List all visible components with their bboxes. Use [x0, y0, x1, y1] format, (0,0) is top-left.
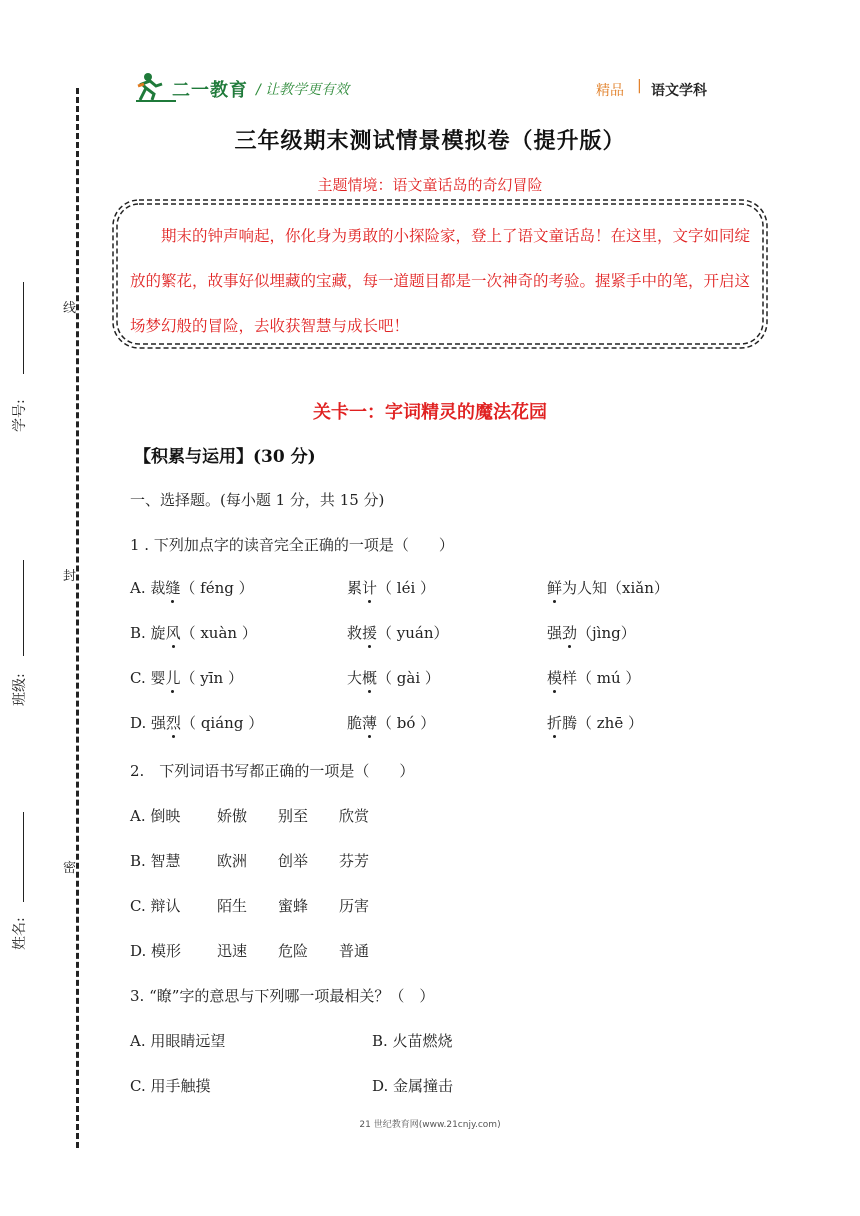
q1-option: [347, 577, 435, 598]
q3-option: D. 金属撞击: [372, 1077, 454, 1095]
q1-option: [130, 622, 257, 643]
q2-option-word: 迅速: [217, 942, 248, 960]
option-text: 强: [547, 624, 563, 642]
name-underline: [23, 812, 24, 902]
q3-option: B. 火苗燃烧: [372, 1032, 453, 1050]
section-title: 【积累与运用】(30 分): [134, 447, 316, 467]
option-text: 脆: [347, 714, 363, 732]
q1-option: [547, 712, 643, 733]
option-pinyin: （ qiáng ）: [181, 714, 264, 732]
q2-option-word: 危险: [278, 942, 309, 960]
binding-char-feng: 封: [63, 565, 76, 584]
q2-option-word: 娇傲: [217, 807, 248, 825]
q1-option: [547, 667, 640, 688]
q2-option-word: 历害: [339, 897, 370, 915]
dotted-character: 概: [362, 669, 378, 687]
option-pinyin: 腾（ zhē ）: [562, 714, 643, 732]
dotted-character: 缝: [165, 579, 181, 597]
option-text: 大: [347, 669, 363, 687]
question-1-stem: 1 . 下列加点字的读音完全正确的一项是（ ）: [130, 536, 454, 554]
q1-option: [547, 577, 669, 598]
dotted-character: 烈: [166, 714, 182, 732]
option-pinyin: 样（ mú ）: [562, 669, 641, 687]
q2-option-word: 创举: [278, 852, 309, 870]
binding-char-mi: 密: [63, 857, 76, 876]
q2-option-word: 别至: [278, 807, 309, 825]
q2-option-word: 蜜蜂: [278, 897, 309, 915]
q1-option: [547, 622, 636, 643]
header-separator: |: [637, 78, 642, 94]
dotted-character: 儿: [165, 669, 181, 687]
option-text: D. 强: [130, 714, 167, 732]
q2-option-word: 普通: [339, 942, 370, 960]
q1-option: [130, 667, 243, 688]
dotted-character: 风: [165, 624, 181, 642]
option-text: A. 裁: [130, 579, 166, 597]
question-3-stem: 3. “瞭”字的意思与下列哪一项最相关？（ ）: [130, 987, 435, 1005]
option-pinyin: （ bó ）: [377, 714, 436, 732]
q2-option-word: C. 辩认: [130, 897, 181, 915]
option-pinyin: （jìng）: [577, 624, 636, 642]
q2-option-word: 芬芳: [339, 852, 370, 870]
dotted-character: 鲜: [547, 579, 563, 597]
q1-option: [347, 667, 440, 688]
option-pinyin: （ léi ）: [377, 579, 436, 597]
q3-option: C. 用手触摸: [130, 1077, 211, 1095]
q1-option: [347, 622, 449, 643]
q2-option-word: 陌生: [217, 897, 248, 915]
q2-option-word: 欣赏: [339, 807, 370, 825]
dotted-character: 劲: [562, 624, 578, 642]
quality-badge: 精品: [596, 83, 624, 99]
slogan: / 让教学更有效: [256, 82, 350, 98]
dotted-character: 薄: [362, 714, 378, 732]
student-id-label: 学号:: [12, 399, 28, 432]
q1-option: [130, 712, 263, 733]
part-one-heading: 一、选择题。(每小题 1 分，共 15 分): [130, 491, 385, 509]
option-pinyin: （ féng ）: [180, 579, 254, 597]
binding-char-xian: 线: [63, 297, 76, 316]
question-2-stem: 2. 下列词语书写都正确的一项是（ ）: [130, 762, 415, 780]
class-underline: [23, 560, 24, 656]
dotted-character: 模: [547, 669, 563, 687]
option-pinyin: （ yīn ）: [180, 669, 243, 687]
q3-option: A. 用眼睛远望: [130, 1032, 226, 1050]
theme-subtitle: 主题情境：语文童话岛的奇幻冒险: [317, 176, 543, 194]
option-text: 累: [347, 579, 363, 597]
logo-text: 二一教育: [172, 80, 248, 101]
class-label: 班级:: [12, 673, 28, 706]
dotted-character: 计: [362, 579, 378, 597]
option-text: B. 旋: [130, 624, 166, 642]
q2-option-word: 欧洲: [217, 852, 248, 870]
option-text: C. 婴: [130, 669, 166, 687]
exam-title: 三年级期末测试情景模拟卷（提升版）: [234, 128, 626, 154]
subject-label: 语文学科: [651, 83, 707, 99]
q2-option-word: B. 智慧: [130, 852, 181, 870]
option-pinyin: （ yuán）: [377, 624, 449, 642]
option-pinyin: 为人知（xiǎn）: [562, 579, 669, 597]
option-text: 救: [347, 624, 363, 642]
story-text: 期末的钟声响起，你化身为勇敢的小探险家，登上了语文童话岛！在这里，文字如同绽放的繁花，故事好似埋藏的宝藏，每一道题目都是一次神奇的考验。握紧手中的笔，开启这场梦幻般的冒险，去收获智慧与成长吧！: [130, 227, 751, 335]
name-label: 姓名:: [12, 917, 28, 950]
option-pinyin: （ gài ）: [377, 669, 440, 687]
dotted-character: 援: [362, 624, 378, 642]
q2-option-word: D. 模形: [130, 942, 182, 960]
q1-option: [130, 577, 254, 598]
q1-option: [347, 712, 435, 733]
footer-source: 21 世纪教育网(www.21cnjy.com): [359, 1120, 501, 1130]
dotted-character: 折: [547, 714, 563, 732]
student-id-underline: [23, 282, 24, 374]
binding-dashed-line: [76, 88, 79, 1148]
option-pinyin: （ xuàn ）: [180, 624, 257, 642]
level-title: 关卡一：字词精灵的魔法花园: [313, 402, 547, 423]
q2-option-word: A. 倒映: [130, 807, 181, 825]
